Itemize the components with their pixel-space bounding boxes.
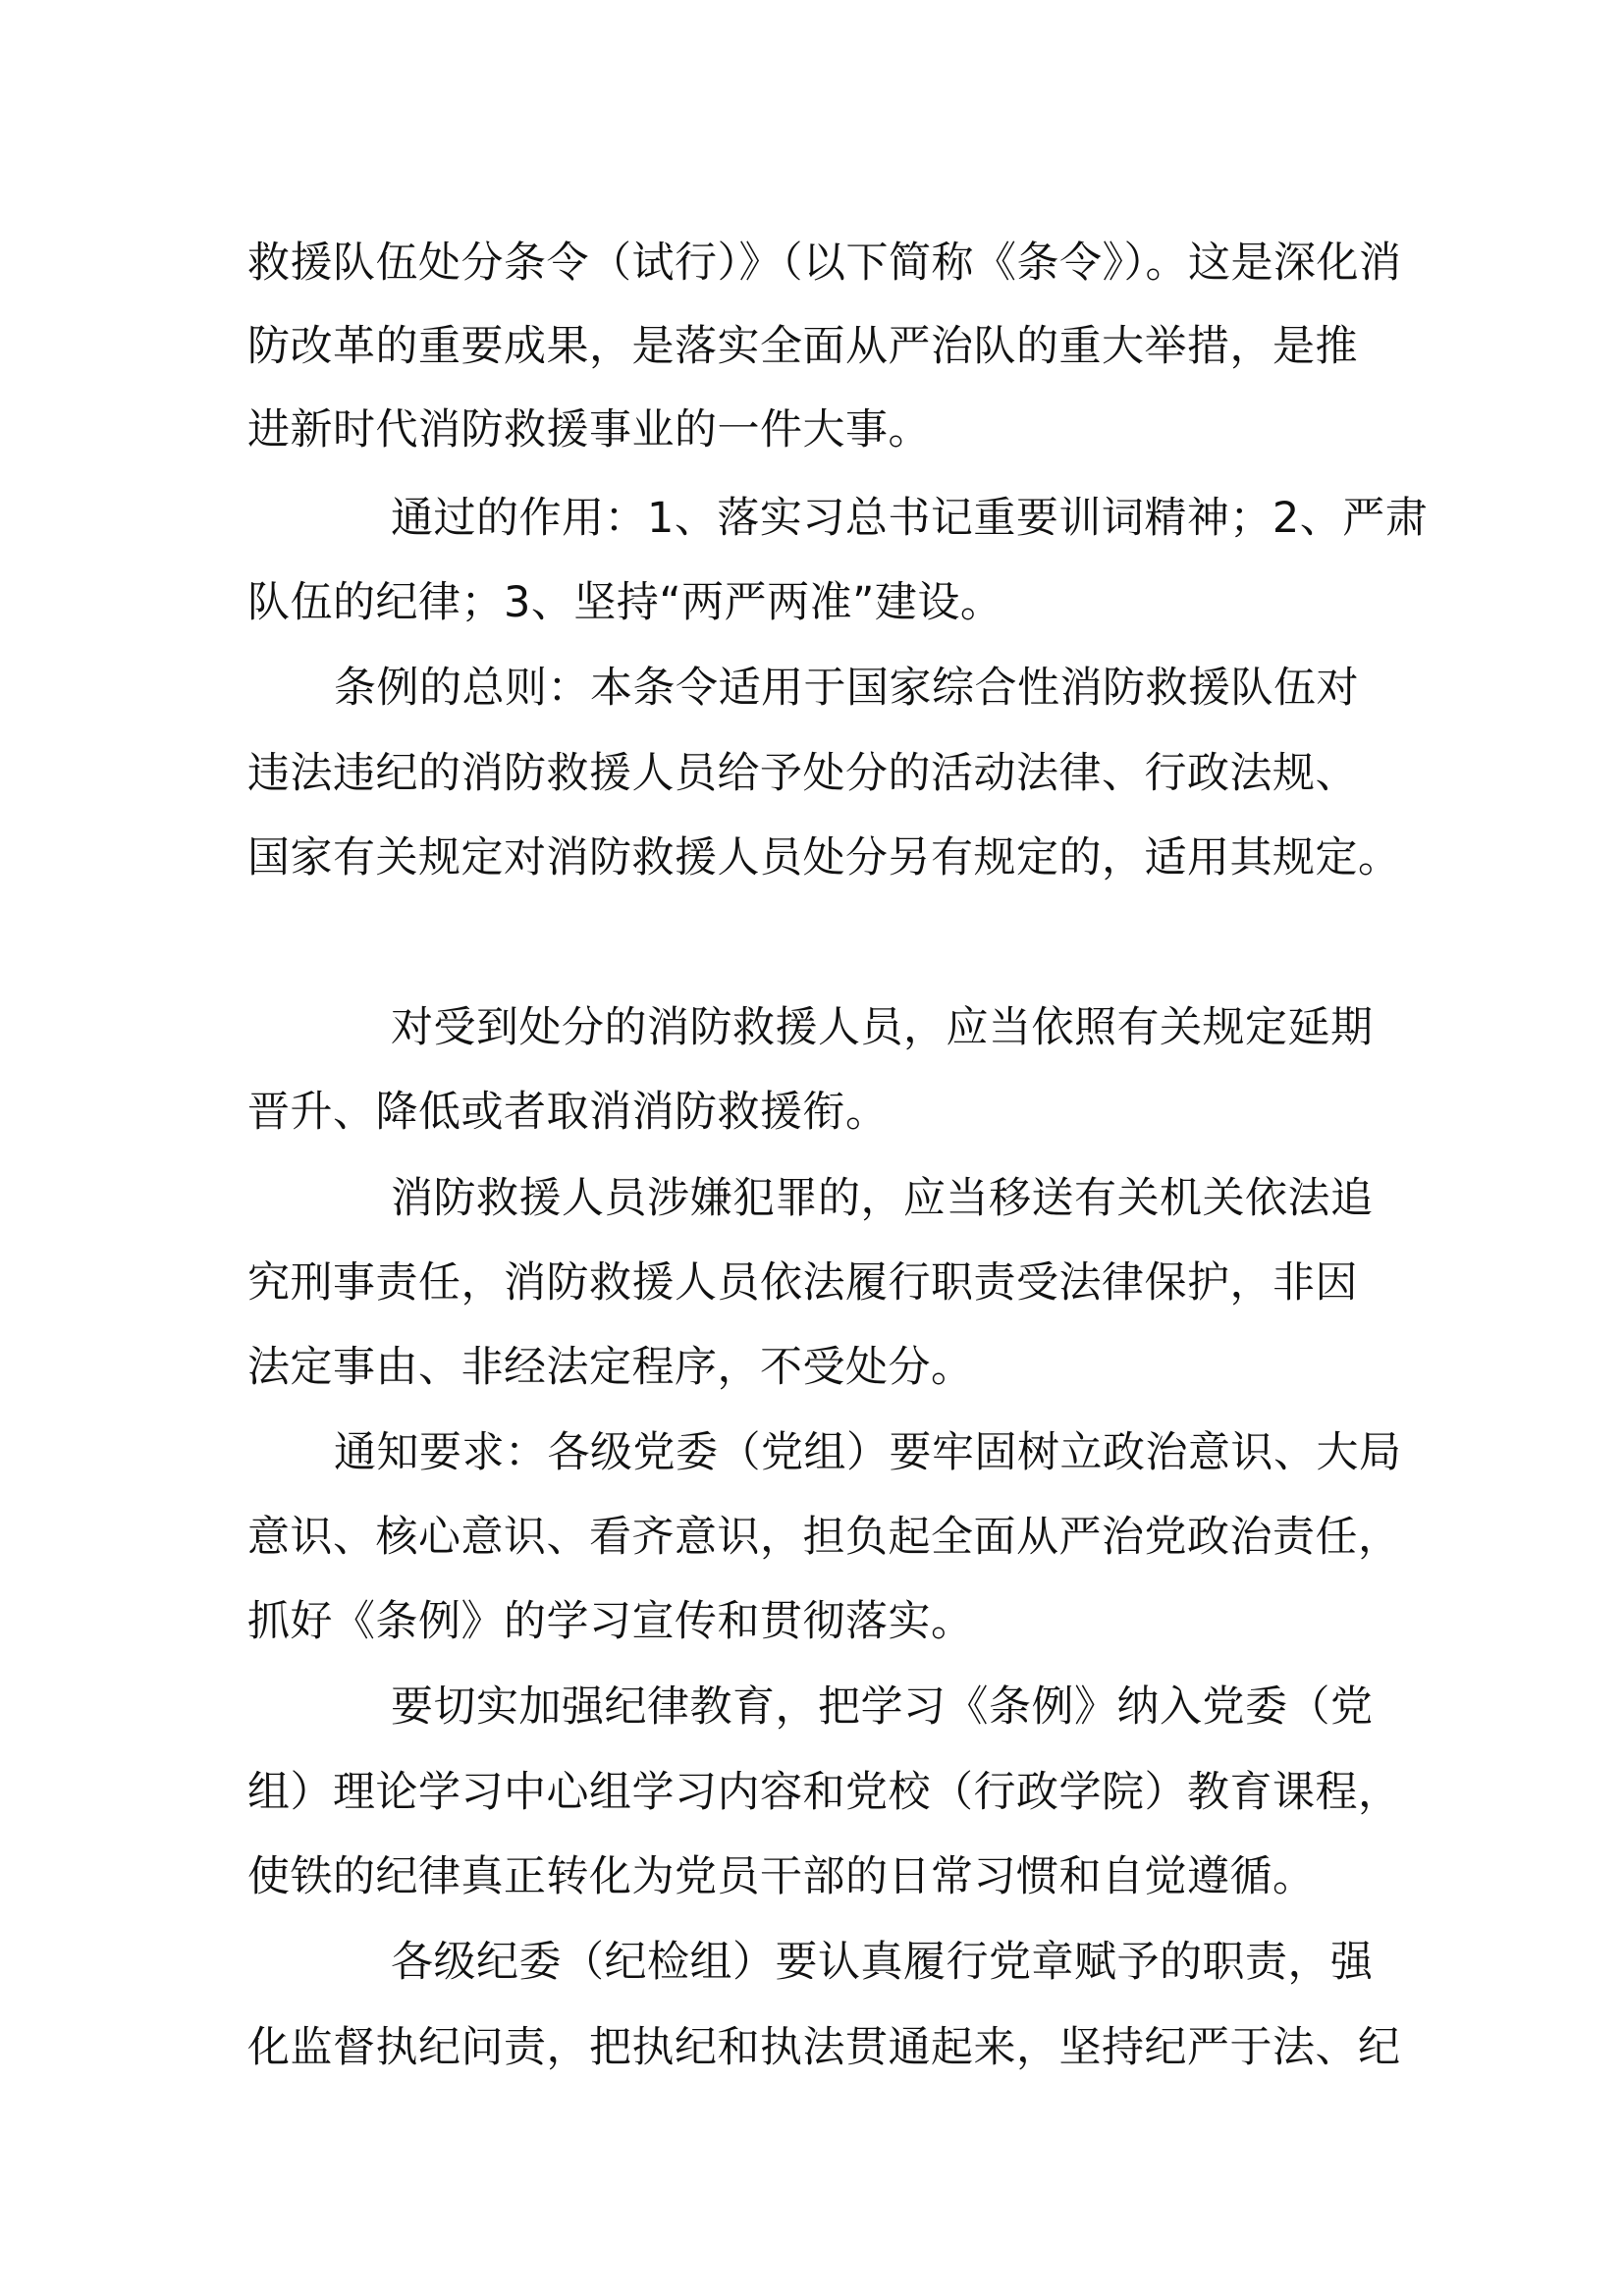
text-line: 条例的总则：本条令适用于国家综合性消防救援队伍对 xyxy=(334,664,1359,713)
text-line: 防改革的重要成果，是落实全面从严治队的重大举措，是推 xyxy=(247,322,1358,371)
text-line: 抓好《条例》的学习宣传和贯彻落实。 xyxy=(247,1597,974,1646)
text-line: 组）理论学习中心组学习内容和党校（行政学院）教育课程， xyxy=(247,1768,1401,1817)
text-line: 意识、核心意识、看齐意识，担负起全面从严治党政治责任， xyxy=(247,1513,1401,1562)
text-line: 进新时代消防救援事业的一件大事。 xyxy=(247,405,931,454)
text-line: 通知要求：各级党委（党组）要牢固树立政治意识、大局 xyxy=(334,1428,1402,1477)
text-line: 违法违纪的消防救援人员给予处分的活动法律、行政法规、 xyxy=(247,749,1358,798)
text-line: 对受到处分的消防救援人员，应当依照有关规定延期 xyxy=(391,1003,1374,1052)
text-line: 要切实加强纪律教育，把学习《条例》纳入党委（党 xyxy=(391,1682,1374,1732)
text-line: 化监督执纪问责，把执纪和执法贯通起来，坚持纪严于法、纪 xyxy=(247,2023,1401,2072)
text-line: 消防救援人员涉嫌犯罪的，应当移送有关机关依法追 xyxy=(391,1174,1374,1223)
text-line: 国家有关规定对消防救援人员处分另有规定的，适用其规定。 xyxy=(247,833,1401,882)
text-line: 救援队伍处分条令（试行）》（以下简称《条令》）。这是深化消 xyxy=(247,239,1402,288)
text-line: 使铁的纪律真正转化为党员干部的日常习惯和自觉遵循。 xyxy=(247,1852,1316,1901)
text-line: 晋升、降低或者取消消防救援衔。 xyxy=(247,1088,889,1137)
text-line: 队伍的纪律；3、坚持“两严两准”建设。 xyxy=(247,578,1003,627)
text-line: 究刑事责任，消防救援人员依法履行职责受法律保护，非因 xyxy=(247,1258,1358,1308)
text-line: 各级纪委（纪检组）要认真履行党章赋予的职责，强 xyxy=(391,1938,1374,1987)
text-line: 通过的作用：1、落实习总书记重要训词精神；2、严肃 xyxy=(391,494,1429,543)
text-line: 法定事由、非经法定程序，不受处分。 xyxy=(247,1343,974,1392)
